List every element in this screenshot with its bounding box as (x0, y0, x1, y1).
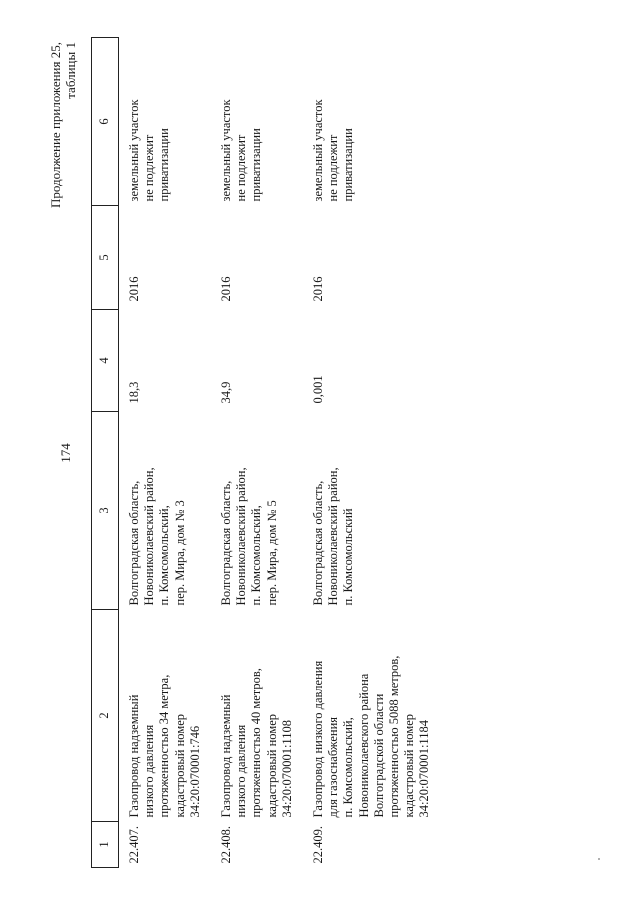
object-name-line: Газопровод надземный (127, 694, 141, 818)
object-note (303, 38, 441, 206)
object-note-line: не подлежит (142, 134, 157, 202)
object-address-line: пер. Мира, дом № 3 (172, 500, 187, 606)
object-note-line: не подлежит (326, 134, 341, 202)
column-header: 1 (92, 822, 119, 868)
object-name-line: кадастровый номер (172, 713, 187, 818)
object-name-line: кадастровый номер (402, 713, 417, 818)
object-value: 18,3 (127, 381, 141, 404)
object-name-line: низкого давления (142, 724, 157, 818)
object-name-line: кадастровый номер (264, 713, 279, 818)
column-header: 5 (92, 206, 119, 310)
object-note-line: приватизации (249, 128, 264, 202)
object-value: 0,001 (311, 375, 326, 404)
caption-line: таблицы 1 (63, 42, 78, 99)
object-name (211, 610, 303, 822)
object-year: 2016 (219, 276, 234, 302)
object-name-line: Газопровод надземный (219, 694, 234, 818)
column-header: 2 (92, 610, 119, 822)
column-header: 4 (92, 310, 119, 412)
object-name-line: протяженностью 5088 метров, (387, 655, 402, 818)
object-name-line: для газоснабжения (326, 716, 341, 818)
object-address-line: Волгоградская область, (219, 480, 234, 606)
object-name (119, 610, 212, 822)
object-name-line: 34:20:070001:1108 (279, 720, 294, 818)
object-name-line: 34:20:070001:1184 (417, 720, 432, 818)
table-caption (48, 42, 78, 302)
object-note (119, 38, 212, 206)
object-address-line: Новониколаевский район, (326, 467, 341, 606)
object-value: 34,9 (219, 381, 234, 404)
object-year: 2016 (127, 276, 141, 302)
object-name-line: Новониколаевского района (356, 673, 371, 818)
object-note-line: приватизации (157, 128, 172, 202)
object-address-line: п. Комсомольский (341, 508, 356, 606)
object-address-line: Новониколаевский район, (142, 467, 157, 606)
column-header: 3 (92, 412, 119, 610)
object-name-line: Газопровод низкого давления (311, 660, 326, 818)
object-name-line: 34:20:070001:746 (187, 725, 202, 818)
object-address-line: п. Комсомольский, (249, 505, 264, 606)
table-row (119, 38, 212, 868)
column-header: 6 (92, 38, 119, 206)
object-note-line: приватизации (341, 128, 356, 202)
table-row (211, 38, 303, 868)
object-address (119, 412, 212, 610)
column-number-header (92, 38, 119, 868)
row-number: 22.407. (127, 826, 141, 864)
object-address-line: Новониколаевский район, (234, 467, 249, 606)
table-row (303, 38, 441, 868)
object-address (303, 412, 441, 610)
property-table (91, 37, 441, 868)
object-name-line: п. Комсомольский, (341, 717, 356, 818)
object-name-line: протяженностью 40 метров, (249, 668, 264, 818)
object-note-line: земельный участок (127, 99, 141, 202)
rotated-page (48, 38, 588, 868)
object-address-line: пер. Мира, дом № 5 (264, 500, 279, 606)
object-note-line: не подлежит (234, 134, 249, 202)
scan-speck (598, 858, 600, 860)
page-number: 174 (58, 443, 73, 463)
object-address-line: Волгоградская область, (127, 480, 141, 606)
object-note-line: земельный участок (311, 99, 326, 202)
row-number: 22.409. (311, 826, 326, 864)
object-year: 2016 (311, 276, 326, 302)
object-note-line: земельный участок (219, 99, 234, 202)
row-number: 22.408. (219, 826, 234, 864)
object-address (211, 412, 303, 610)
object-name-line: протяженностью 34 метра, (157, 674, 172, 818)
caption-line: Продолжение приложения 25, (48, 42, 63, 209)
object-name-line: низкого давления (234, 724, 249, 818)
object-address-line: Волгоградская область, (311, 480, 326, 606)
object-name-line: Волгоградской области (371, 693, 386, 818)
object-name (303, 610, 441, 822)
object-note (211, 38, 303, 206)
object-address-line: п. Комсомольский, (157, 505, 172, 606)
